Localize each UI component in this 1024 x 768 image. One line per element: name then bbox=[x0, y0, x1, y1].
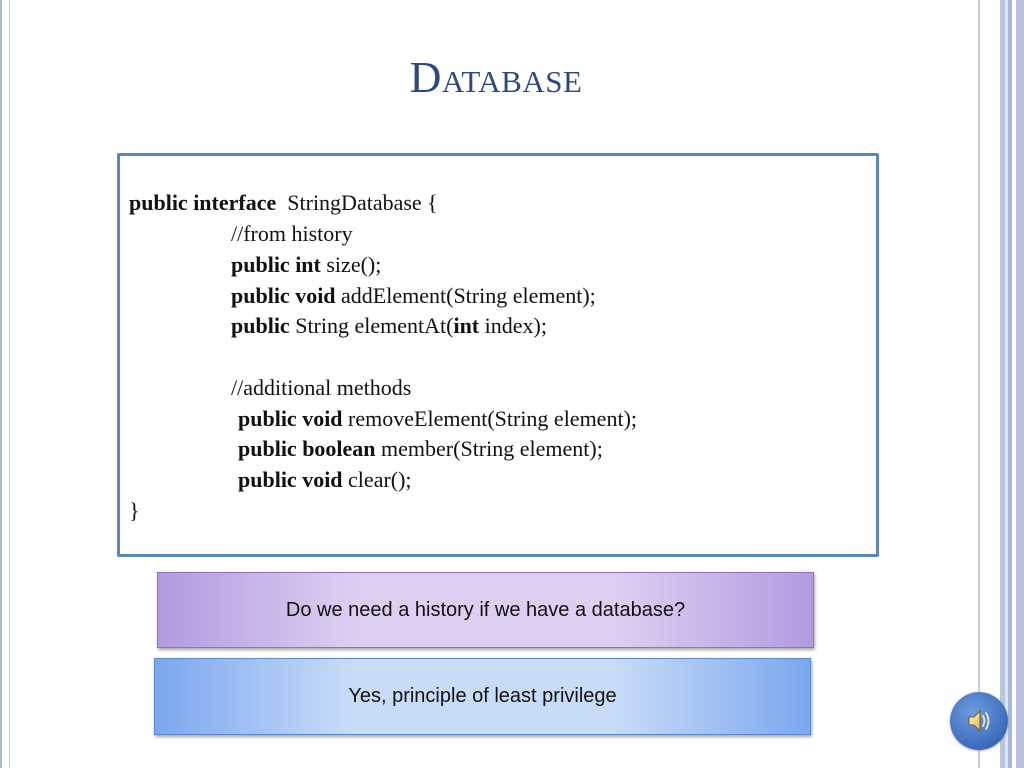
code-line bbox=[231, 250, 381, 280]
question-text: Do we need a history if we have a database? bbox=[285, 598, 686, 621]
answer-callout bbox=[154, 658, 811, 735]
code-closing-brace bbox=[129, 496, 140, 526]
code-keyword: public void bbox=[231, 283, 336, 308]
code-line bbox=[129, 188, 438, 218]
code-text: //additional methods bbox=[231, 375, 412, 400]
code-text: clear(); bbox=[342, 467, 412, 492]
audio-play-button[interactable] bbox=[950, 692, 1008, 750]
code-text: String elementAt( bbox=[289, 313, 454, 338]
slide-title: Database bbox=[409, 53, 583, 102]
code-text: size(); bbox=[320, 252, 382, 277]
code-comment bbox=[231, 219, 353, 249]
code-keyword: int bbox=[453, 313, 480, 338]
code-text: StringDatabase { bbox=[276, 190, 438, 215]
code-line bbox=[231, 281, 596, 311]
code-text: //from history bbox=[231, 221, 353, 246]
code-keyword: public boolean bbox=[238, 436, 376, 461]
code-text: index); bbox=[479, 313, 547, 338]
code-line bbox=[231, 311, 547, 341]
right-decorative-stripes bbox=[974, 0, 1024, 768]
code-keyword: public bbox=[231, 313, 290, 338]
code-line bbox=[238, 465, 412, 495]
code-block bbox=[117, 153, 879, 557]
code-keyword: public int bbox=[231, 252, 321, 277]
code-line bbox=[238, 404, 637, 434]
code-text: removeElement(String element); bbox=[342, 406, 638, 431]
code-text: member(String element); bbox=[375, 436, 603, 461]
speaker-icon bbox=[964, 706, 994, 736]
code-keyword: public void bbox=[238, 467, 343, 492]
code-text: } bbox=[129, 498, 140, 523]
code-text: addElement(String element); bbox=[335, 283, 596, 308]
code-keyword: public interface bbox=[129, 190, 277, 215]
code-comment bbox=[231, 373, 411, 403]
code-line bbox=[238, 434, 603, 464]
code-keyword: public void bbox=[238, 406, 343, 431]
left-border-line bbox=[0, 0, 2, 768]
left-border-line-inner bbox=[9, 0, 10, 768]
answer-text: Yes, principle of least privilege bbox=[348, 685, 617, 707]
question-callout bbox=[157, 572, 814, 648]
